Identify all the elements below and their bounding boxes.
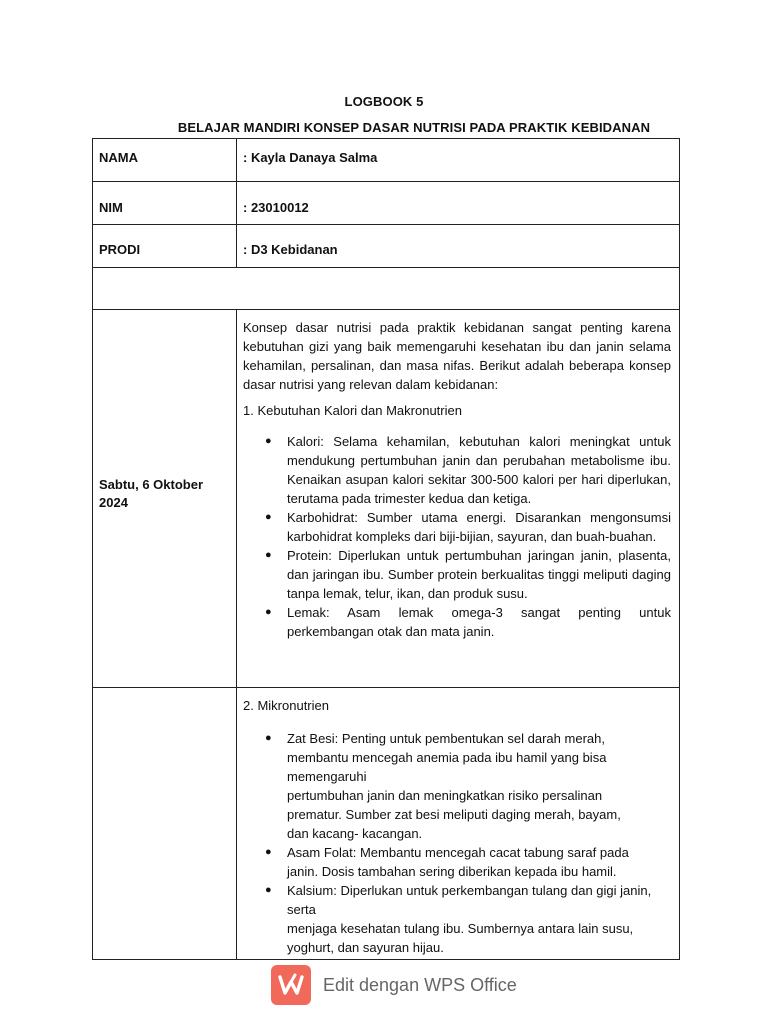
zat-besi-line: pertumbuhan janin dan meningkatkan risiko persalinan (287, 788, 603, 803)
row-entry-1 (93, 310, 680, 688)
zat-besi-line: membantu mencegah anemia pada ibu hamil yang bisa (287, 750, 607, 765)
row-empty (93, 268, 680, 310)
bullet-icon: ● (265, 846, 272, 858)
asam-folat-line: janin. Dosis tambahan sering diberikan kepada ibu hamil. (287, 864, 617, 879)
entry-1-date-cell (93, 310, 237, 688)
nama-value: : Kayla Danaya Salma (243, 150, 378, 165)
row-entry-2 (93, 688, 680, 960)
nama-value-cell (237, 139, 680, 182)
kalsium-line: yoghurt, dan sayuran hijau. (287, 940, 444, 955)
nim-value-cell (237, 182, 680, 225)
micronutrient-list (243, 729, 671, 957)
list-item (243, 508, 671, 546)
bullet-text-protein: Protein: Diperlukan untuk pertumbuhan jaringan janin, plasenta, dan jaringan ibu. Sumber protein berkualitas tinggi meliputi daging tanpa lemak, telur, ikan, dan produk susu. (287, 548, 671, 601)
list-item (243, 546, 671, 603)
kalsium-line: menjaga kesehatan tulang ibu. Sumbernya antara lain susu, (287, 921, 634, 936)
logbook-subtitle: BELAJAR MANDIRI KONSEP DASAR NUTRISI PADA PRAKTIK KEBIDANAN (177, 120, 651, 135)
list-item (243, 603, 671, 641)
row-prodi (93, 225, 680, 268)
list-item (243, 881, 671, 957)
nim-label-cell (93, 182, 237, 225)
row-nim (93, 182, 680, 225)
bullet-icon: ● (265, 511, 272, 523)
entry-2-content-cell (237, 688, 680, 960)
wps-edit-link[interactable]: Edit dengan WPS Office (323, 975, 517, 995)
prodi-label: PRODI (99, 242, 141, 257)
bullet-icon: ● (265, 549, 272, 561)
list-item (243, 843, 671, 881)
prodi-value: : D3 Kebidanan (243, 242, 338, 257)
asam-folat-line: Asam Folat: Membantu mencegah cacat tabung saraf pada (287, 845, 629, 860)
section-2-heading: 2. Mikronutrien (243, 698, 329, 713)
wps-office-logo-icon[interactable] (271, 965, 311, 1005)
nim-label: NIM (99, 200, 123, 215)
section-1-heading: 1. Kebutuhan Kalori dan Makronutrien (243, 403, 462, 418)
bullet-icon: ● (265, 884, 272, 896)
bullet-icon: ● (265, 732, 272, 744)
nim-value: : 23010012 (243, 200, 309, 215)
entry-1-date: Sabtu, 6 Oktober 2024 (99, 476, 204, 510)
bullet-text-karbohidrat: Karbohidrat: Sumber utama energi. Disarankan mengonsumsi karbohidrat kompleks dari biji-bijian, sayuran, dan buah-buahan. (287, 510, 671, 544)
row-nama (93, 139, 680, 182)
logbook-table (92, 138, 680, 960)
kalsium-line: serta (287, 902, 316, 917)
nama-label-cell (93, 139, 237, 182)
bullet-icon: ● (265, 606, 272, 618)
zat-besi-line: prematur. Sumber zat besi meliputi daging merah, bayam, (287, 807, 621, 822)
nama-label: NAMA (99, 150, 138, 165)
intro-paragraph: Konsep dasar nutrisi pada praktik kebidanan sangat penting karena kebutuhan gizi yang baik memengaruhi kesehatan ibu dan janin selama kehamilan, persalinan, dan masa nifas. Berikut adalah beberapa konsep dasar nutrisi yang relevan dalam kebidanan: (243, 320, 671, 392)
zat-besi-line: dan kacang- kacangan. (287, 826, 423, 841)
kalsium-line: Kalsium: Diperlukan untuk perkembangan tulang dan gigi janin, (287, 883, 652, 898)
prodi-value-cell (237, 225, 680, 268)
zat-besi-line: Zat Besi: Penting untuk pembentukan sel darah merah, (287, 731, 605, 746)
list-item (243, 729, 671, 843)
bullet-text-kalori: Kalori: Selama kehamilan, kebutuhan kalori meningkat untuk mendukung pertumbuhan janin dan perubahan metabolisme ibu. Kenaikan asupan kalori sekitar 300-500 kalori per hari diperlukan, terutama pada trimester kedua dan ketiga. (287, 434, 671, 506)
entry-1-content-cell (237, 310, 680, 688)
bullet-icon: ● (265, 435, 272, 447)
entry-2-date-cell (93, 688, 237, 960)
zat-besi-line: memengaruhi (287, 769, 367, 784)
logbook-title: LOGBOOK 5 (344, 94, 424, 109)
wps-edit-banner[interactable] (271, 963, 517, 1007)
macronutrient-list (243, 432, 671, 641)
bullet-text-lemak: Lemak: Asam lemak omega-3 sangat penting untuk perkembangan otak dan mata janin. (287, 605, 671, 639)
empty-cell (93, 268, 680, 310)
list-item (243, 432, 671, 508)
prodi-label-cell (93, 225, 237, 268)
